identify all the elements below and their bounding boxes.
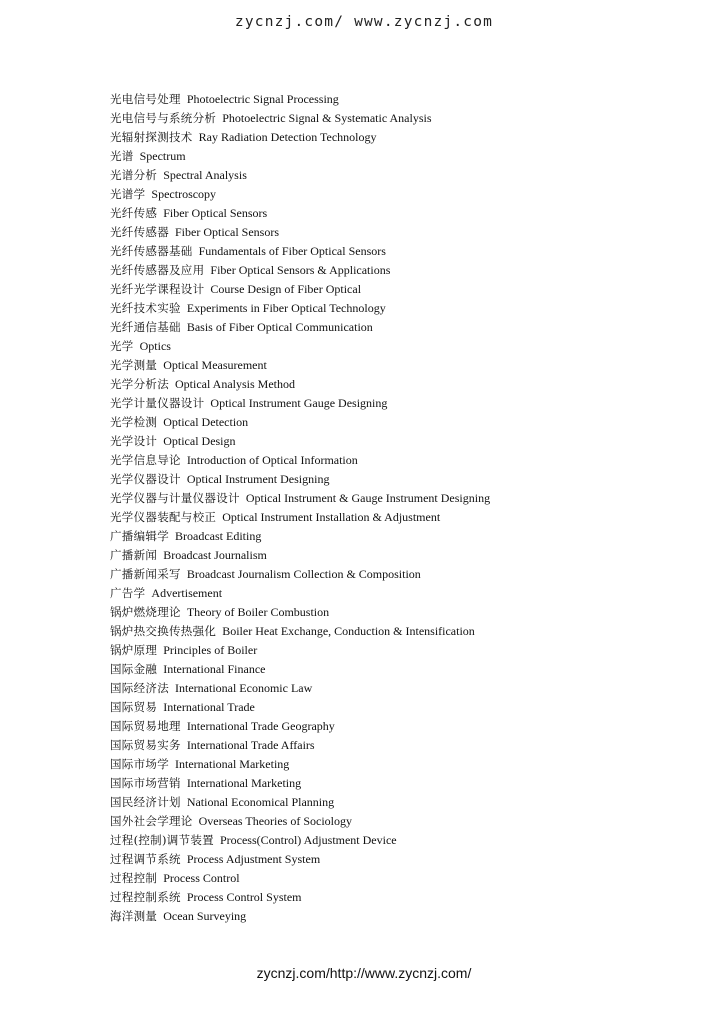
term-english: Experiments in Fiber Optical Technology	[186, 301, 386, 315]
glossary-entry	[110, 375, 716, 394]
term-english: International Trade Affairs	[186, 738, 315, 752]
glossary-entry	[110, 318, 716, 337]
glossary-entry	[110, 356, 716, 375]
term-chinese: 光纤通信基础	[110, 320, 181, 334]
term-chinese: 国际贸易地理	[110, 719, 181, 733]
term-chinese: 广播新闻采写	[110, 567, 181, 581]
glossary-entry	[110, 641, 716, 660]
term-english: Spectral Analysis	[163, 168, 247, 182]
glossary-entry	[110, 166, 716, 185]
term-chinese: 光辐射探测技术	[110, 130, 193, 144]
glossary-entry	[110, 185, 716, 204]
term-chinese: 光学计量仪器设计	[110, 396, 205, 410]
term-english: Introduction of Optical Information	[186, 453, 358, 467]
term-chinese: 国外社会学理论	[110, 814, 193, 828]
term-chinese: 光纤技术实验	[110, 301, 181, 315]
glossary-entry	[110, 508, 716, 527]
term-chinese: 广播新闻	[110, 548, 158, 562]
term-chinese: 广播编辑学	[110, 529, 169, 543]
glossary-entry	[110, 109, 716, 128]
term-english: Ocean Surveying	[163, 909, 247, 923]
term-chinese: 光学仪器装配与校正	[110, 510, 217, 524]
term-chinese: 光电信号处理	[110, 92, 181, 106]
term-chinese: 锅炉燃烧理论	[110, 605, 181, 619]
glossary-entry	[110, 736, 716, 755]
glossary-entry	[110, 812, 716, 831]
term-chinese: 过程调节系统	[110, 852, 181, 866]
term-english: International Trade	[163, 700, 255, 714]
term-chinese: 光谱	[110, 149, 134, 163]
glossary-entry	[110, 432, 716, 451]
term-english: Optical Measurement	[163, 358, 267, 372]
glossary-entry	[110, 413, 716, 432]
term-chinese: 过程(控制)调节装置	[110, 833, 214, 847]
glossary-entry	[110, 489, 716, 508]
term-english: Optical Instrument Designing	[186, 472, 330, 486]
term-english: Overseas Theories of Sociology	[198, 814, 353, 828]
glossary-entry	[110, 546, 716, 565]
term-chinese: 光纤光学课程设计	[110, 282, 205, 296]
term-chinese: 国际贸易实务	[110, 738, 181, 752]
glossary-entry	[110, 774, 716, 793]
term-english: Fundamentals of Fiber Optical Sensors	[198, 244, 386, 258]
term-english: Optical Design	[163, 434, 236, 448]
glossary-entry	[110, 261, 716, 280]
glossary-entry	[110, 90, 716, 109]
glossary-entry	[110, 698, 716, 717]
glossary-entry	[110, 603, 716, 622]
term-chinese: 光学分析法	[110, 377, 169, 391]
term-chinese: 光纤传感器及应用	[110, 263, 205, 277]
term-english: International Marketing	[175, 757, 290, 771]
glossary-entry	[110, 242, 716, 261]
term-chinese: 光学测量	[110, 358, 158, 372]
glossary-entry	[110, 622, 716, 641]
term-chinese: 国际金融	[110, 662, 158, 676]
term-english: Course Design of Fiber Optical	[210, 282, 362, 296]
glossary-entry	[110, 717, 716, 736]
term-english: Broadcast Journalism	[163, 548, 267, 562]
term-english: Ray Radiation Detection Technology	[198, 130, 377, 144]
term-chinese: 锅炉热交换传热强化	[110, 624, 217, 638]
glossary-entry	[110, 869, 716, 888]
glossary-entry	[110, 793, 716, 812]
term-english: Principles of Boiler	[163, 643, 258, 657]
glossary-entry	[110, 888, 716, 907]
term-chinese: 光学设计	[110, 434, 158, 448]
term-english: Photoelectric Signal & Systematic Analysis	[222, 111, 432, 125]
glossary-entry	[110, 337, 716, 356]
term-english: Process Control	[163, 871, 240, 885]
term-chinese: 过程控制	[110, 871, 158, 885]
term-chinese: 光纤传感	[110, 206, 158, 220]
term-chinese: 光学检测	[110, 415, 158, 429]
term-english: Spectrum	[139, 149, 186, 163]
page-header: zycnzj.com/ www.zycnzj.com	[234, 14, 494, 30]
term-chinese: 国际贸易	[110, 700, 158, 714]
term-english: Optical Instrument & Gauge Instrument Designing	[245, 491, 491, 505]
glossary-entry	[110, 850, 716, 869]
term-chinese: 光电信号与系统分析	[110, 111, 217, 125]
term-english: Process Adjustment System	[186, 852, 321, 866]
term-chinese: 光谱分析	[110, 168, 158, 182]
page-footer: zycnzj.com/http://www.zycnzj.com/	[256, 965, 472, 981]
term-english: Theory of Boiler Combustion	[186, 605, 330, 619]
glossary-entry	[110, 147, 716, 166]
glossary-entry	[110, 565, 716, 584]
term-chinese: 国际市场营销	[110, 776, 181, 790]
term-english: Process(Control) Adjustment Device	[219, 833, 397, 847]
term-chinese: 光纤传感器	[110, 225, 169, 239]
term-chinese: 广告学	[110, 586, 146, 600]
term-chinese: 光纤传感器基础	[110, 244, 193, 258]
term-chinese: 海洋测量	[110, 909, 158, 923]
term-english: Spectroscopy	[151, 187, 217, 201]
glossary-entry	[110, 660, 716, 679]
term-english: Optics	[139, 339, 171, 353]
glossary-entry	[110, 755, 716, 774]
term-english: International Marketing	[186, 776, 302, 790]
term-chinese: 国民经济计划	[110, 795, 181, 809]
term-english: National Economical Planning	[186, 795, 335, 809]
glossary-entry	[110, 584, 716, 603]
glossary-entry	[110, 128, 716, 147]
glossary-entry	[110, 280, 716, 299]
term-english: International Trade Geography	[186, 719, 335, 733]
term-english: Process Control System	[186, 890, 302, 904]
glossary-entry	[110, 451, 716, 470]
term-english: Boiler Heat Exchange, Conduction & Intensification	[222, 624, 475, 638]
term-english: Optical Instrument Installation & Adjustment	[222, 510, 441, 524]
term-chinese: 光学信息导论	[110, 453, 181, 467]
glossary-entry	[110, 907, 716, 926]
term-english: International Finance	[163, 662, 266, 676]
glossary-entry	[110, 527, 716, 546]
term-english: Optical Detection	[163, 415, 249, 429]
glossary-entry	[110, 394, 716, 413]
glossary-entry	[110, 470, 716, 489]
glossary-entry	[110, 679, 716, 698]
term-chinese: 国际市场学	[110, 757, 169, 771]
glossary-entry	[110, 831, 716, 850]
term-chinese: 锅炉原理	[110, 643, 158, 657]
term-chinese: 光学仪器设计	[110, 472, 181, 486]
term-english: Broadcast Editing	[175, 529, 262, 543]
term-english: International Economic Law	[175, 681, 313, 695]
term-english: Fiber Optical Sensors	[175, 225, 279, 239]
term-chinese: 过程控制系统	[110, 890, 181, 904]
term-english: Basis of Fiber Optical Communication	[186, 320, 373, 334]
term-chinese: 光学	[110, 339, 134, 353]
term-english: Fiber Optical Sensors & Applications	[210, 263, 391, 277]
term-chinese: 光谱学	[110, 187, 146, 201]
glossary-entry	[110, 204, 716, 223]
glossary-entry	[110, 223, 716, 242]
term-chinese: 国际经济法	[110, 681, 169, 695]
glossary-entry	[110, 299, 716, 318]
glossary-list	[110, 90, 716, 926]
term-english: Optical Instrument Gauge Designing	[210, 396, 388, 410]
term-english: Fiber Optical Sensors	[163, 206, 268, 220]
term-english: Photoelectric Signal Processing	[186, 92, 339, 106]
term-chinese: 光学仪器与计量仪器设计	[110, 491, 240, 505]
term-english: Broadcast Journalism Collection & Composition	[186, 567, 421, 581]
term-english: Advertisement	[151, 586, 223, 600]
term-english: Optical Analysis Method	[175, 377, 295, 391]
